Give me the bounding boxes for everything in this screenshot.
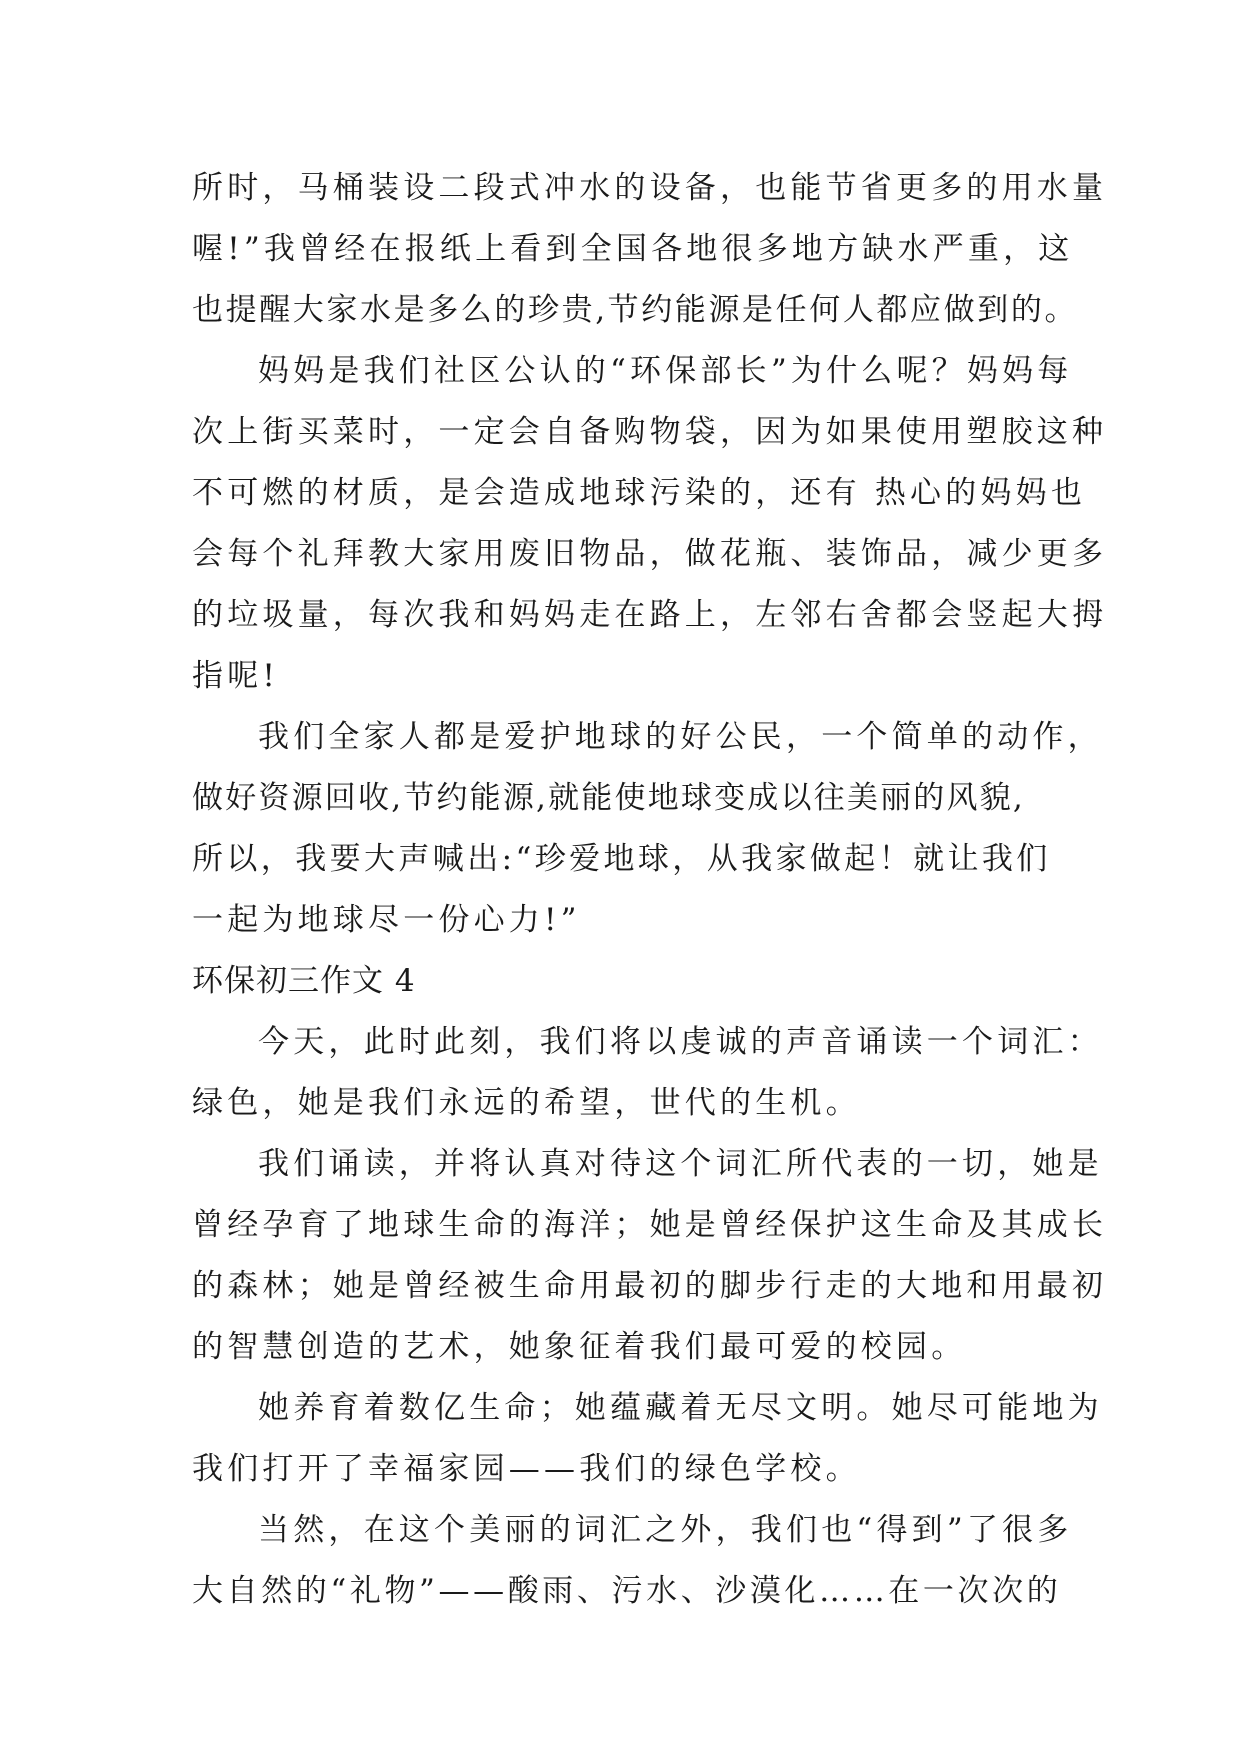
text-line: 也提醒大家水是多么的珍贵,节约能源是任何人都应做到的。: [192, 292, 1079, 328]
paragraph-start-line: 当然，在这个美丽的词汇之外，我们也“得到”了很多: [258, 1512, 1073, 1548]
text-line: 会每个礼拜教大家用废旧物品，做花瓶、装饰品，减少更多: [192, 536, 1108, 572]
text-line: 次上街买菜时，一定会自备购物袋，因为如果使用塑胶这种: [192, 414, 1108, 450]
text-line: 的森林；她是曾经被生命用最初的脚步行走的大地和用最初: [192, 1268, 1108, 1304]
section-heading: 环保初三作文 4: [192, 963, 416, 999]
text-line: 的智慧创造的艺术，她象征着我们最可爱的校园。: [192, 1329, 967, 1365]
text-line: 所时，马桶装设二段式冲水的设备，也能节省更多的用水量: [192, 170, 1108, 206]
text-line: 曾经孕育了地球生命的海洋；她是曾经保护这生命及其成长: [192, 1207, 1108, 1243]
paragraph-start-line: 我们全家人都是爱护地球的好公民，一个简单的动作，: [258, 719, 1103, 755]
text-line: 做好资源回收,节约能源,就能使地球变成以往美丽的风貌,: [192, 780, 1025, 816]
text-line: 指呢!: [192, 658, 280, 694]
paragraph-start-line: 她养育着数亿生命；她蕴藏着无尽文明。她尽可能地为: [258, 1390, 1103, 1426]
text-line: 绿色，她是我们永远的希望，世代的生机。: [192, 1085, 861, 1121]
text-line: 的垃圾量，每次我和妈妈走在路上，左邻右舍都会竖起大拇: [192, 597, 1108, 633]
text-line: 大自然的“礼物”——酸雨、污水、沙漠化……在一次次的: [192, 1573, 1062, 1609]
text-line: 一起为地球尽一份心力!”: [192, 902, 581, 938]
paragraph-start-line: 妈妈是我们社区公认的“环保部长”为什么呢？妈妈每: [258, 353, 1073, 389]
text-line: 所以，我要大声喊出:“珍爱地球，从我家做起！就让我们: [192, 841, 1051, 877]
text-line: 我们打开了幸福家园——我们的绿色学校。: [192, 1451, 861, 1487]
text-line: 喔!”我曾经在报纸上看到全国各地很多地方缺水严重，这: [192, 231, 1074, 267]
text-line: 不可燃的材质，是会造成地球污染的，还有 热心的妈妈也: [192, 475, 1087, 511]
paragraph-start-line: 我们诵读，并将认真对待这个词汇所代表的一切，她是: [258, 1146, 1103, 1182]
paragraph-start-line: 今天，此时此刻，我们将以虔诚的声音诵读一个词汇：: [258, 1024, 1103, 1060]
